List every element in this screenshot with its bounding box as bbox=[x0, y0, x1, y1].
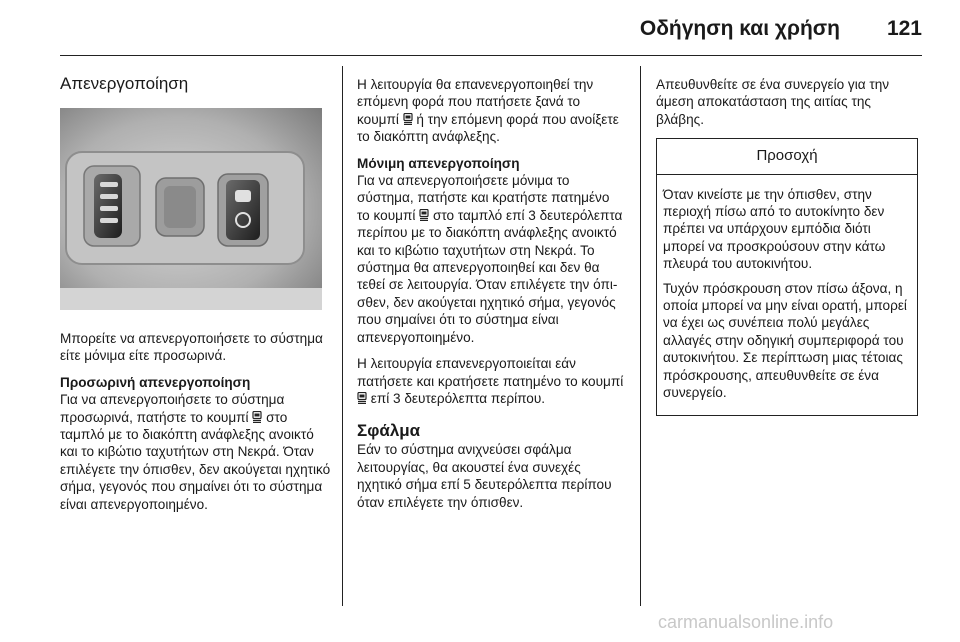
header-divider bbox=[60, 55, 922, 56]
fault-title: Σφάλμα bbox=[357, 421, 421, 441]
column-divider-1 bbox=[342, 66, 343, 606]
warning-paragraph-2: Τυχόν πρόσκρουση στον πίσω άξονα, η οποία μπορεί να μην είναι ορατή, μπορεί να έχει ως συνέπεια πολύ μεγάλες αλλαγές στην οδηγική συμπεριφορά του αυτοκινήτου. Σε περίπτωση μιας τέτοιας πρόσκρουσης, απευθυνθείτε σε ένα συνεργείο. bbox=[663, 280, 907, 401]
column-2 bbox=[357, 76, 625, 520]
permanent-deactivation-title: Μόνιμη απενεργοποίηση bbox=[357, 155, 520, 171]
permanent-deactivation-text: Για να απενεργοποιήσετε μόνιμα το σύστημα, πατήστε και κρατήστε πατημένο το κουμπί στο ταμπλό επί 3 δευτερόλεπτα περίπου με το διακόπτη ανάφλεξης ανοικτό και το κιβώτιο ταχυτήτων στη Νεκρά. Το σύστημα θα απενεργοποιηθεί και δεν θα τεθεί σε λειτουργία. Όταν επιλέγετε την όπισθεν, δεν ακούγεται ηχητικό σήμα, γεγονός που σημαίνει ότι το σύστημα είναι απενεργοποιημένο. bbox=[357, 173, 623, 345]
section-title: Απενεργοποίηση bbox=[60, 74, 189, 93]
temporary-deactivation-title: Προσωρινή απενεργοποίηση bbox=[60, 374, 251, 390]
column-divider-2 bbox=[640, 66, 641, 606]
column-3 bbox=[656, 76, 918, 416]
reenable-text: Η λειτουργία επανενεργοποιείται εάν πατήσετε και κρατήσετε πατημένο το κουμπί επί 3 δευτερόλεπτα περίπου. bbox=[357, 356, 624, 406]
park-assist-icon bbox=[403, 113, 413, 125]
service-text: Απευθυνθείτε σε ένα συνεργείο για την άμεση αποκατάσταση της αιτίας της βλάβης. bbox=[656, 77, 890, 127]
warning-title: Προσοχή bbox=[657, 139, 917, 174]
intro-text: Μπορείτε να απενεργοποιήσετε το σύστημα είτε μόνιμα είτε προσωρινά. bbox=[60, 331, 323, 364]
column-1 bbox=[60, 74, 332, 522]
park-assist-icon bbox=[419, 209, 429, 221]
temporary-deactivation-text: Για να απενεργοποιήσετε το σύστημα προσωρινά, πατήστε το κουμπί στο ταμπλό με το διακόπτη ανάφλεξης ανοικτό και το κιβώτιο ταχυτήτων στη Νεκρά. Όταν επιλέγετε την όπισθεν, δεν ακούγεται ηχητικό σήμα, γεγονός που σημαίνει ότι το σύστημα είναι απενεργοποιημένο. bbox=[60, 392, 331, 512]
watermark: carmanualsonline.info bbox=[658, 612, 834, 632]
warning-body bbox=[657, 175, 917, 415]
warning-paragraph-1: Όταν κινείστε με την όπισθεν, στην περιοχή πίσω από το αυτοκίνητο δεν πρέπει να υπάρχουν εμπόδια διότι μπορεί να προσκρούσουν στην κάτω πλευρά του αυτοκινήτου. bbox=[663, 186, 886, 272]
park-assist-icon bbox=[252, 411, 262, 423]
reactivation-text: Η λειτουργία θα επανενεργοποιηθεί την επόμενη φορά που πατήσετε ξανά το κουμπί ή την επόμενη φορά που ανοίξετε το διακόπτη ανάφλεξης. bbox=[357, 77, 619, 145]
fault-text: Εάν το σύστημα ανιχνεύσει σφάλμα λειτουργίας, θα ακουστεί ένα συνεχές ηχητικό σήμα επί 5 δευτερόλεπτα περίπου όταν επιλέγετε την όπισθεν. bbox=[357, 442, 612, 510]
park-assist-icon bbox=[357, 392, 367, 404]
page-number: 121 bbox=[886, 17, 922, 40]
warning-box bbox=[656, 138, 918, 415]
dashboard-switch-panel-photo bbox=[60, 108, 322, 310]
page-header-title: Οδήγηση και χρήση bbox=[639, 17, 840, 40]
